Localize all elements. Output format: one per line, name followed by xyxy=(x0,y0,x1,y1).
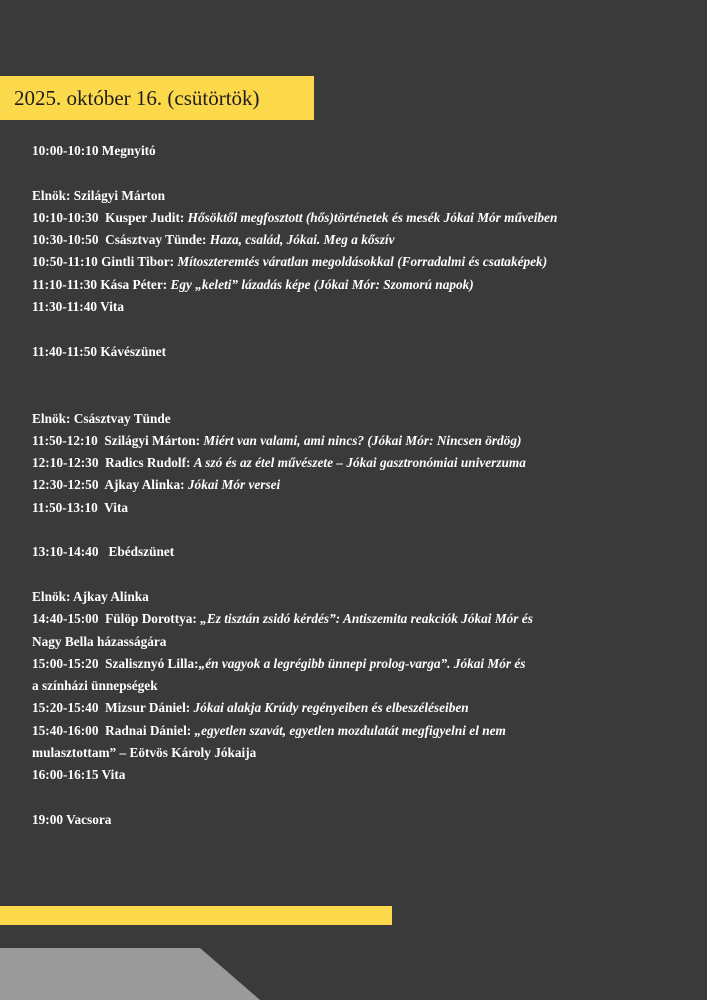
coffee-break: 11:40-11:50 Kávészünet xyxy=(32,343,167,359)
item-title: Jókai Mór versei xyxy=(187,477,281,493)
item-title: Haza, család, Jókai. Meg a kőszív xyxy=(209,232,395,248)
item-title: Miért van valami, ami nincs? (Jókai Mór: Nincsen ördög) xyxy=(203,432,522,448)
item-title: „egyetlen szavát, egyetlen mozdulatát megfigyelni el nem xyxy=(194,722,506,738)
item-speaker: Ajkay Alinka: xyxy=(104,477,188,493)
item-title: Egy „keleti” lázadás képe (Jókai Mór: Szomorú napok) xyxy=(170,276,474,292)
item-title: Jókai alakja Krúdy regényeiben és elbeszéléseiben xyxy=(193,700,469,716)
date-heading-banner xyxy=(0,76,314,120)
session2-chair: Elnök: Császtvay Tünde xyxy=(32,410,171,426)
session3-item xyxy=(32,608,692,630)
item-title: Mítoszteremtés váratlan megoldásokkal (Forradalmi és csataképek) xyxy=(177,254,548,270)
session1-discussion: 11:30-11:40 Vita xyxy=(32,299,124,315)
program-schedule xyxy=(32,140,692,831)
item-time: 11:50-12:10 xyxy=(32,432,105,448)
session3-item xyxy=(32,653,692,675)
item-title: „Ez tisztán zsidó kérdés”: Antiszemita reakciók Jókai Mór és xyxy=(200,611,533,627)
item-speaker: Radnai Dániel: xyxy=(105,722,195,738)
date-heading: 2025. október 16. (csütörtök) xyxy=(14,85,260,110)
session3-item xyxy=(32,697,692,719)
item-speaker: Mizsur Dániel: xyxy=(105,700,194,716)
session2-item xyxy=(32,430,692,452)
session1-item xyxy=(32,207,692,229)
session2-item xyxy=(32,452,692,474)
item-speaker: Szalisznyó Lilla: xyxy=(105,655,199,671)
session3-chair: Elnök: Ajkay Alinka xyxy=(32,588,149,604)
item-title: „én vagyok a legrégibb ünnepi prolog-varga”. Jókai Mór és xyxy=(198,655,526,671)
item-speaker: Kása Péter: xyxy=(100,276,171,292)
opening: 10:00-10:10 Megnyitó xyxy=(32,143,156,158)
session2-discussion: 11:50-13:10 Vita xyxy=(32,499,129,515)
item-time: 12:10-12:30 xyxy=(32,455,106,471)
item-time: 15:00-15:20 xyxy=(32,655,106,671)
item-speaker: Gintli Tibor: xyxy=(101,254,178,270)
item-speaker: Kusper Judit: xyxy=(105,209,188,225)
session3-discussion: 16:00-16:15 Vita xyxy=(32,767,126,783)
item-speaker: Szilágyi Márton: xyxy=(104,432,204,448)
bottom-accent-bar xyxy=(0,906,392,925)
item-time: 10:50-11:10 xyxy=(32,254,102,270)
item-title: A szó és az étel művészete – Jókai gasztronómiai univerzuma xyxy=(193,455,526,471)
session2-item xyxy=(32,474,692,496)
session3-item-title-cont: mulasztottam” – Eötvös Károly Jókaija xyxy=(32,745,257,761)
session1-chair: Elnök: Szilágyi Márton xyxy=(32,187,165,203)
session3-item-title-cont: Nagy Bella házasságára xyxy=(32,633,167,649)
session1-item xyxy=(32,229,692,251)
item-time: 15:40-16:00 xyxy=(32,722,106,738)
session3-item xyxy=(32,720,692,742)
item-speaker: Fülöp Dorottya: xyxy=(105,611,201,627)
item-time: 15:20-15:40 xyxy=(32,700,106,716)
item-time: 10:10-10:30 xyxy=(32,209,106,225)
session1-item xyxy=(32,274,692,296)
item-time: 11:10-11:30 xyxy=(32,276,101,292)
dinner: 19:00 Vacsora xyxy=(32,811,112,827)
item-time: 10:30-10:50 xyxy=(32,232,106,248)
item-time: 14:40-15:00 xyxy=(32,611,106,627)
item-speaker: Császtvay Tünde: xyxy=(105,232,210,248)
corner-decoration xyxy=(0,948,260,1000)
session3-item-title-cont: a színházi ünnepségek xyxy=(32,678,158,694)
item-time: 12:30-12:50 xyxy=(32,477,105,493)
session1-item xyxy=(32,251,692,273)
item-speaker: Radics Rudolf: xyxy=(105,455,194,471)
item-title: Hősöktől megfosztott (hős)történetek és mesék Jókai Mór műveiben xyxy=(187,209,558,225)
lunch-break: 13:10-14:40 Ebédszünet xyxy=(32,544,175,560)
